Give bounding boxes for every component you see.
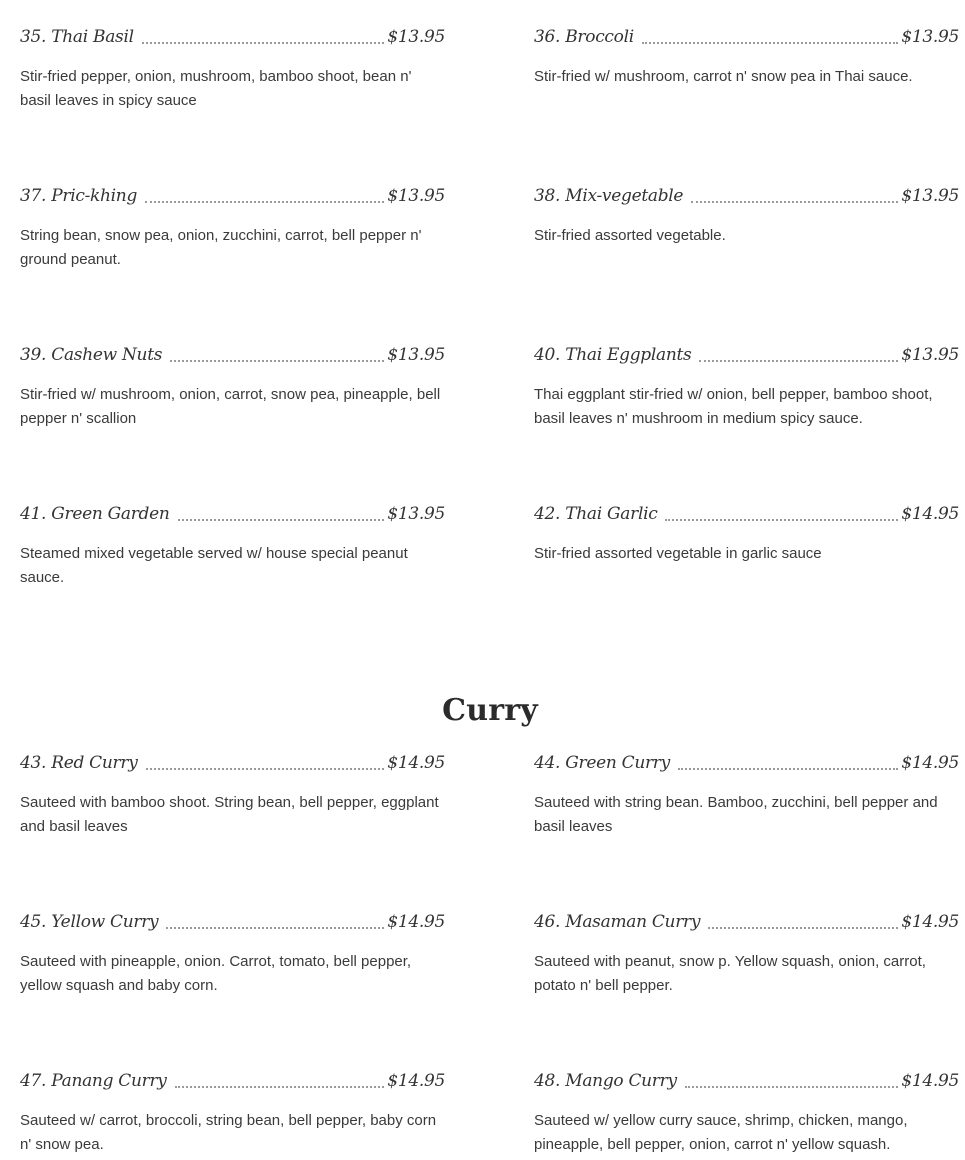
menu-item-header xyxy=(20,504,445,530)
menu-item-name: 43. Red Curry xyxy=(20,753,138,773)
menu-item xyxy=(534,912,959,998)
menu-item-header xyxy=(534,27,959,53)
menu-item-price: $14.95 xyxy=(387,1071,445,1091)
dotted-leader xyxy=(178,519,385,521)
menu-item xyxy=(20,912,445,998)
menu-item-description: Sauteed with pineapple, onion. Carrot, tomato, bell pepper, yellow squash and baby corn. xyxy=(20,953,412,994)
menu-item-description: Stir-fried pepper, onion, mushroom, bamboo shoot, bean n' basil leaves in spicy sauce xyxy=(20,68,412,109)
menu-item-price: $13.95 xyxy=(901,186,959,206)
menu-item-header xyxy=(534,345,959,371)
menu-item-header xyxy=(20,912,445,938)
dotted-leader xyxy=(665,519,898,521)
menu-item-name: 45. Yellow Curry xyxy=(20,912,159,932)
menu-item-price: $14.95 xyxy=(901,1071,959,1091)
menu-item-description: Stir-fried assorted vegetable in garlic sauce xyxy=(534,545,822,562)
menu-item-price: $14.95 xyxy=(901,753,959,773)
menu-item xyxy=(20,345,445,431)
menu-item xyxy=(20,186,445,272)
menu-item-price: $14.95 xyxy=(901,912,959,932)
dotted-leader xyxy=(642,42,898,44)
menu-item-description: Stir-fried w/ mushroom, onion, carrot, snow pea, pineapple, bell pepper n' scallion xyxy=(20,386,441,427)
menu-item xyxy=(534,753,959,839)
menu-item-header xyxy=(534,753,959,779)
section-title-curry: Curry xyxy=(442,693,538,728)
dotted-leader xyxy=(708,927,898,929)
menu-item xyxy=(534,504,959,566)
dotted-leader xyxy=(170,360,384,362)
menu-item-description: Stir-fried w/ mushroom, carrot n' snow pea in Thai sauce. xyxy=(534,68,913,85)
dotted-leader xyxy=(678,768,898,770)
menu-item-name: 35. Thai Basil xyxy=(20,27,134,47)
menu-item-header xyxy=(534,912,959,938)
menu-item xyxy=(534,1071,959,1157)
menu-item xyxy=(20,1071,445,1157)
menu-item-name: 38. Mix-vegetable xyxy=(534,186,684,206)
menu-item-name: 42. Thai Garlic xyxy=(534,504,658,524)
menu-item-description: Stir-fried assorted vegetable. xyxy=(534,227,726,244)
menu-item-header xyxy=(20,345,445,371)
menu-item-header xyxy=(20,27,445,53)
menu-item-name: 47. Panang Curry xyxy=(20,1071,167,1091)
menu-item-price: $13.95 xyxy=(387,345,445,365)
menu-item-price: $13.95 xyxy=(901,27,959,47)
menu-item-price: $13.95 xyxy=(901,345,959,365)
menu-item-price: $13.95 xyxy=(387,186,445,206)
menu-item xyxy=(534,345,959,431)
menu-item-name: 41. Green Garden xyxy=(20,504,170,524)
dotted-leader xyxy=(175,1086,385,1088)
menu-item-description: Sauteed with string bean. Bamboo, zucchini, bell pepper and basil leaves xyxy=(534,794,938,835)
menu-item-header xyxy=(20,1071,445,1097)
menu-item-header xyxy=(20,753,445,779)
dotted-leader xyxy=(146,768,385,770)
menu-item-price: $13.95 xyxy=(387,27,445,47)
menu-item-header xyxy=(534,504,959,530)
menu-item-description: String bean, snow pea, onion, zucchini, carrot, bell pepper n' ground peanut. xyxy=(20,227,422,268)
dotted-leader xyxy=(691,201,898,203)
menu-item xyxy=(20,27,445,113)
menu-item-name: 36. Broccoli xyxy=(534,27,634,47)
menu-item-name: 40. Thai Eggplants xyxy=(534,345,692,365)
menu-item-header xyxy=(20,186,445,212)
menu-item-price: $13.95 xyxy=(387,504,445,524)
dotted-leader xyxy=(699,360,898,362)
dotted-leader xyxy=(142,42,385,44)
menu-item xyxy=(20,504,445,590)
menu-item xyxy=(534,27,959,89)
menu-item-description: Steamed mixed vegetable served w/ house special peanut sauce. xyxy=(20,545,408,586)
menu-item-name: 46. Masaman Curry xyxy=(534,912,701,932)
menu-item-header xyxy=(534,186,959,212)
dotted-leader xyxy=(685,1086,899,1088)
menu-item-description: Sauteed w/ carrot, broccoli, string bean, bell pepper, baby corn n' snow pea. xyxy=(20,1112,437,1153)
dotted-leader xyxy=(145,201,384,203)
menu-item-price: $14.95 xyxy=(387,753,445,773)
menu-item-description: Sauteed w/ yellow curry sauce, shrimp, chicken, mango, pineapple, bell pepper, onion, carrot n' yellow squash. xyxy=(534,1112,908,1153)
menu-item-name: 48. Mango Curry xyxy=(534,1071,677,1091)
menu-item xyxy=(534,186,959,248)
menu-item-description: Sauteed with bamboo shoot. String bean, bell pepper, eggplant and basil leaves xyxy=(20,794,439,835)
menu-item-name: 39. Cashew Nuts xyxy=(20,345,163,365)
menu-item-description: Sauteed with peanut, snow p. Yellow squash, onion, carrot, potato n' bell pepper. xyxy=(534,953,926,994)
menu-item-name: 44. Green Curry xyxy=(534,753,670,773)
menu-item-header xyxy=(534,1071,959,1097)
menu-item-description: Thai eggplant stir-fried w/ onion, bell pepper, bamboo shoot, basil leaves n' mushroom in medium spicy sauce. xyxy=(534,386,933,427)
dotted-leader xyxy=(166,927,384,929)
menu-item xyxy=(20,753,445,839)
menu-item-price: $14.95 xyxy=(901,504,959,524)
menu-item-price: $14.95 xyxy=(387,912,445,932)
menu-item-name: 37. Pric-khing xyxy=(20,186,138,206)
